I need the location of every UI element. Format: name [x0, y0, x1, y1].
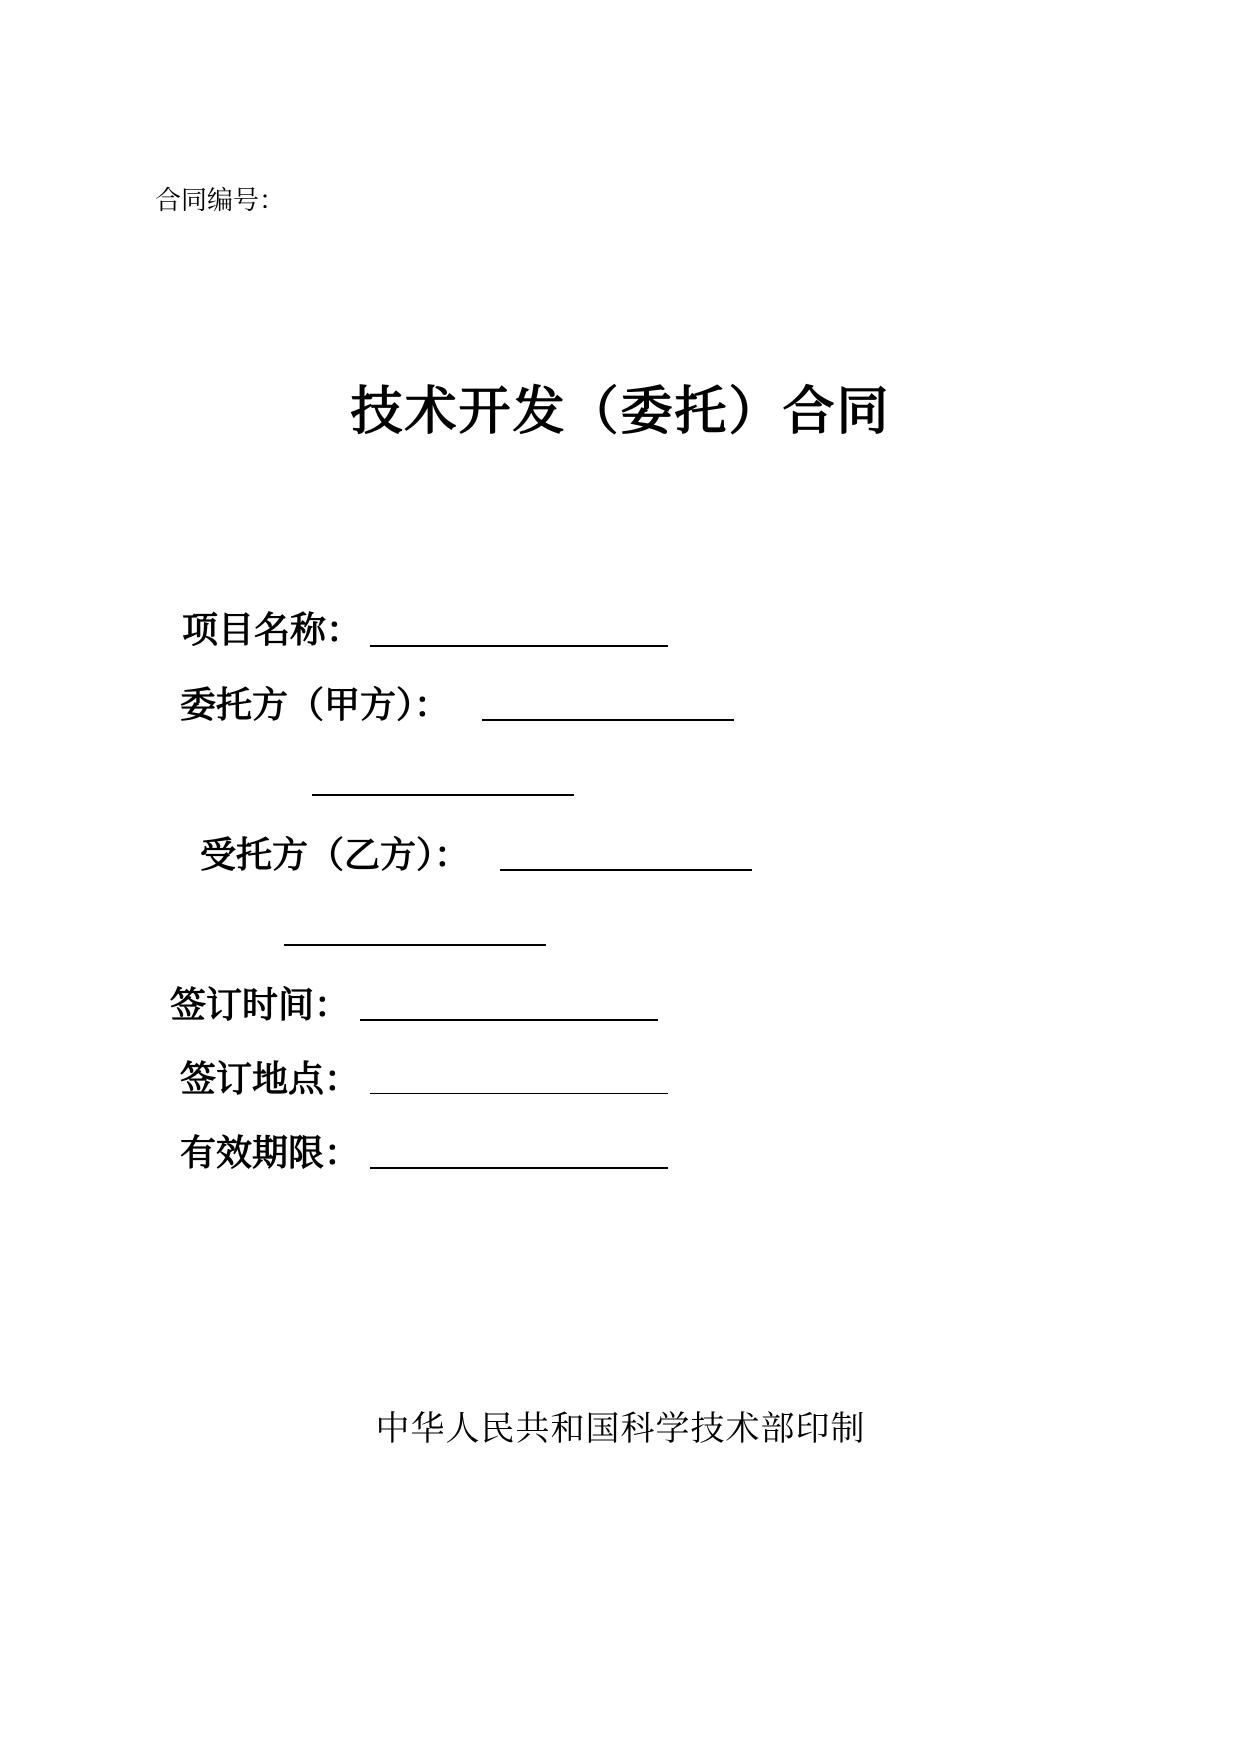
signing-time-label: 签订时间：	[170, 985, 351, 1026]
contractor-party-label: 受托方（乙方）：	[200, 835, 471, 876]
contractor-party-blank[interactable]	[500, 869, 752, 871]
contract-number-label: 合同编号：	[155, 186, 286, 216]
signing-place-blank[interactable]	[370, 1093, 668, 1094]
signing-place-label: 签订地点：	[180, 1059, 361, 1100]
client-party-blank-second-line[interactable]	[312, 794, 574, 796]
project-name-blank[interactable]	[370, 645, 668, 647]
client-party-label: 委托方（甲方）：	[180, 685, 451, 726]
contractor-party-blank-second-line[interactable]	[284, 944, 546, 946]
client-party-blank[interactable]	[482, 719, 734, 721]
signing-time-blank[interactable]	[360, 1019, 658, 1021]
project-name-label: 项目名称：	[182, 610, 363, 651]
publisher-footer: 中华人民共和国科学技术部印制	[375, 1409, 866, 1449]
document-title: 技术开发（委托）合同	[350, 382, 891, 442]
validity-period-blank[interactable]	[370, 1167, 668, 1169]
validity-period-label: 有效期限：	[180, 1133, 361, 1174]
